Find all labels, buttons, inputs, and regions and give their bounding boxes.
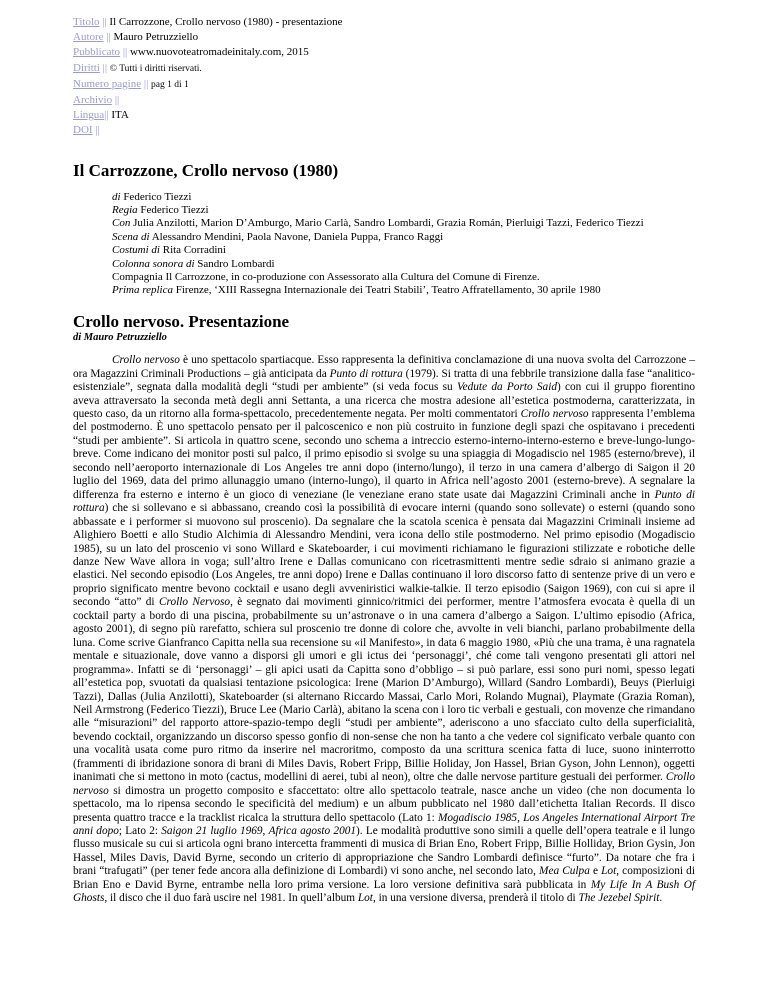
section-title: Crollo nervoso. Presentazione	[73, 311, 290, 331]
credit-label: Scena di	[112, 230, 150, 243]
meta-row-published: Pubblicato || www.nuovoteatromadeinitaly.com, 2015	[73, 46, 309, 59]
meta-key-link[interactable]: Numero pagine	[73, 77, 142, 90]
credit-line	[112, 258, 695, 271]
credit-text: Firenze, ‘XIII Rassegna Internazionale dei Teatri Stabili’, Teatro Affratellamento, 30 aprile 1980	[175, 284, 601, 297]
credit-line	[112, 271, 695, 284]
meta-row-rights: Diritti || © Tutti i diritti riservati.	[73, 61, 202, 74]
meta-key-link[interactable]: Titolo	[73, 16, 100, 28]
meta-row-author: Autore || Mauro Petruzziello	[73, 31, 199, 44]
meta-key-link[interactable]: Lingua	[73, 109, 105, 122]
text-run: rappresenta l’emblema del postmoderno. È uno spettacolo pensato per il palcoscenico e non più costruito in funzione degli spazi che ospitavano i precedenti “studi per ambiente”. Si articola in quattro scene, secondo uno schema a intreccio esterno-interno-interno-esterno e breve-lungo-lungo-breve. Come indicano dei monitor posti sul palco, il primo episodio si svolge su una spiaggia di Mogadiscio nel 1985 (esterno/breve), il secondo nell’aeroporto internazionale di Los Angeles tre anni dopo (interno/lungo), il terzo in una camera d’albergo di Saigon il 20 luglio del 1969, data del primo allunaggio umano (interno-lungo), il quarto in Africa nell’agosto 2001 (esterno-breve). A segnalare la differenza fra esterno e interno è un gioco di veneziane (le veneziane erano state usate dai Magazzini Criminali anche in	[73, 407, 695, 501]
credit-line	[112, 244, 695, 257]
credit-label: Con	[112, 217, 131, 230]
meta-row-doi: DOI ||	[73, 124, 100, 137]
credit-text: Federico Tiezzi	[140, 204, 209, 217]
text-run: , è segnato dai movimenti ginnico/ritmici dei performer, mentre l’atmosfera evocata è quella di un cocktail party a bordo di una piscina, probabilmente su un’astronave o in una camera d’albergo a Saigon. L’ultimo episodio (Africa, agosto 2001), di segno più rarefatto, schiera sul proscenio tre donne di colore che, avvolte in veli bianchi, parlano probabilmente della luna. Come scrive Gianfranco Capitta nella sua recensione su «il Manifesto», in data 6 maggio 1980, «Più che una trama, è una ragnatela mentale e situazionale, dove vanno a disporsi gli umori e gli ictus dei ‘personaggi’, ché come tali vengono presentati gli attori nel programma». Infatti se di ‘personaggi’ – gli apici usati da Capitta sono d’obbligo – si può parlare, essi sono puri nomi, spesso legati all’estetica pop, svuotati da qualsiasi tentazione psicologica: Irene (Marion D’Amburgo), Willard (Sandro Lombardi), Beuys (Pierluigi Tazzi), Dallas (Julia Anzilotti), Skateboarder (si alternano Riccardo Massai, Carlo Mori, Rolando Mugnai), Playmate (Grazia Roman), Neil Armstrong (Federico Tiezzi), Bruce Lee (Mario Carlà), abitano la scena con i loro tic verbali e gestuali, con movenze che rimandano alle “misurazioni” del rapporto attore-spazio-tempo degli “studi per ambiente”, aderiscono a uno sfacciato culto della superficialità, bevendo cocktail, organizzando un discorso spesso gonfio di non-sense che non ha tanto a che vedere col significato verbale quanto con una vocalità usata come puro ritmo da inserire nel macroritmo, composto da una scrittura scenica fatta di luce, suono ininterrotto (frammenti di ibridazione sonora di brani di Miles Davis, Robert Fripp, Billie Holiday, Jon Hassel, Brian Gyson, John Lennon), oggetti inanimati che si mettono in moto (cactus, modellini di aerei, tubi al neon), oltre che dalle nervose partiture gestuali dei performer.	[73, 596, 695, 784]
italic-title: Los Angeles International Airport Tre anni dopo	[73, 811, 695, 838]
text-run: , in una versione diversa, prenderà il titolo di	[372, 892, 579, 905]
credit-label: Colonna sonora di	[112, 257, 195, 270]
text-run: ,	[517, 811, 524, 824]
meta-value: © Tutti i diritti riservati.	[109, 63, 202, 74]
credit-line	[112, 204, 695, 217]
meta-value: pag 1 di 1	[151, 79, 189, 90]
text-run: ,	[262, 825, 269, 838]
italic-title: Crollo nervoso	[73, 771, 695, 797]
metadata-block	[73, 15, 695, 139]
italic-title: Lot	[601, 865, 617, 878]
text-run: si dimostra un progetto composito e sfaccettato: oltre allo spettacolo teatrale, nasce anche un video (che non documenta lo spettacolo, ma lo ripensa secondo le specificità del medium) e un album pubblicato nel 1980 dall’etichetta Italian Records. Il disco presenta quattro tracce e la tracklist ricalca la struttura dello spettacolo (Lato 1:	[73, 784, 695, 824]
meta-key-link[interactable]: Pubblicato	[73, 46, 121, 59]
italic-title: Saigon 21 luglio 1969	[161, 825, 263, 838]
meta-value: Mauro Petruzziello	[113, 31, 199, 44]
italic-title: Crollo nervoso	[520, 407, 589, 420]
text-run: ) con cui il gruppo fiorentino aveva attraversato la seconda metà degli anni Settanta, a una ricerca che mostra adesione all’estetica postmoderna, caratterizzata, in questo caso, da un ritorno alla forma-spettacolo, precedentemente negata. Per molti commentatori	[73, 381, 696, 420]
italic-title: Crollo nervoso	[112, 354, 180, 367]
meta-row-archive: Archivio ||	[73, 94, 120, 107]
body-paragraph	[73, 354, 695, 906]
meta-value: www.nuovoteatromadeinitaly.com, 2015	[129, 46, 309, 59]
credit-text: Rita Corradini	[162, 244, 226, 257]
meta-row-title: Titolo || Il Carrozzone, Crollo nervoso (1980) - presentazione	[73, 16, 343, 28]
credit-label: Costumi di	[112, 244, 160, 257]
meta-row-pages: Numero pagine || pag 1 di 1	[73, 77, 189, 90]
text-run: (1979). Si tratta di una febbrile transizione dalla fase “analitico-esistenziale”, segnata dalla modalità degli “studi per ambiente” (si veda focus su	[73, 367, 695, 394]
meta-key-link[interactable]: Archivio	[73, 94, 113, 107]
meta-value: ITA	[111, 109, 129, 122]
credit-text: Sandro Lombardi	[197, 257, 275, 270]
credit-line	[112, 191, 695, 204]
italic-title: My Life In A Bush Of Ghosts	[73, 878, 695, 905]
byline: di Mauro Petruzziello	[73, 331, 167, 343]
text-run: .	[659, 892, 663, 905]
credit-label: di	[112, 190, 121, 203]
text-run: ) che si sollevano e si abbassano, creando così la possibilità di evocare interni (quando sono sollevate) o esterni (quando sono abbassate e i performer si muovono sul proscenio). Da segnalare che la scatola scenica è pensata dai Magazzini Criminali insieme ad Alighiero Boetti e allo Studio Alchimia di Alessandro Mendini, vera icona dello stile postmoderno. Nel primo episodio (Mogadiscio 1985), su un lato del proscenio vi sono Willard e Skateboarder, i cui movimenti richiamano le figurazioni stilizzate e robotiche delle danze New Wave allora in voga; sull’altro Irene e Dallas comunicano con ricetrasmittenti mentre sedie sdraio si animano grazie a elastici. Nel secondo episodio (Los Angeles, tre anni dopo) Irene e Dallas continuano il loro discorso fatto di sentenze prive di un vero e proprio significato mentre bevono cocktail e usano degli avveniristici walkie-talkie. Il terzo episodio (Saigon 1969), con cui si apre il secondo “atto” di	[73, 502, 695, 609]
text-run: ). Le modalità produttive sono simili a quelle dell’opera teatrale e il lungo flusso musicale su cui si articola ogni brano intercetta frammenti di musica di Brian Eno, Robert Fripp, Billie Holliday, Brion Gysin, Jon Hassel, Miles Davis, David Byrne, secondo un criterio di appropriazione che Sandro Lombardi definisce “furto”. Da notare che fra i brani “trafugati” (per tener fede ancora alla definizione di Lombardi) vi sono anche, nel secondo lato,	[73, 825, 695, 878]
credit-label: Prima replica	[112, 284, 173, 297]
credit-line	[112, 231, 695, 244]
italic-title: Mea Culpa	[539, 865, 590, 878]
italic-title: Punto di rottura	[73, 488, 695, 515]
text-run: è uno spettacolo spartiacque. Esso rappresenta la definitiva conclamazione di una nuova svolta del Carrozzone – ora Magazzini Criminali Productions – già anticipata da	[73, 354, 695, 380]
italic-title: Lot	[357, 892, 373, 905]
meta-key-link[interactable]: Diritti	[73, 61, 100, 74]
text-run: , il disco che il duo farà uscire nel 1981. In quell’album	[104, 892, 358, 905]
meta-key-link[interactable]: DOI	[73, 124, 93, 137]
italic-title: Vedute da Porto Said	[456, 381, 557, 394]
italic-title: The Jezebel Spirit	[578, 892, 660, 905]
italic-title: Crollo Nervoso	[158, 596, 231, 609]
text-run: , composizioni di Brian Eno e David Byrne, entrambe nella loro prima versione. La loro versione definitiva sarà pubblicata in	[73, 865, 695, 891]
meta-key-link[interactable]: Autore	[73, 31, 104, 44]
italic-title: Africa agosto 2001	[268, 825, 357, 838]
italic-title: Mogadiscio 1985	[437, 811, 518, 824]
text-run: e	[589, 865, 602, 878]
credit-label: Regia	[112, 204, 138, 217]
credit-line	[112, 217, 695, 230]
page-title: Il Carrozzone, Crollo nervoso (1980)	[73, 160, 339, 180]
credit-text: Compagnia Il Carrozzone, in co-produzione con Assessorato alla Cultura del Comune di Firenze.	[112, 271, 540, 284]
italic-title: Punto di rottura	[329, 367, 403, 380]
text-run: ; Lato 2:	[118, 825, 162, 838]
meta-row-language: Lingua|| ITA	[73, 109, 129, 122]
credit-text: Alessandro Mendini, Paola Navone, Daniela Puppa, Franco Raggi	[151, 230, 444, 243]
credits-block	[112, 191, 695, 298]
credit-text: Federico Tiezzi	[123, 190, 192, 203]
credit-text: Julia Anzilotti, Marion D’Amburgo, Mario Carlà, Sandro Lombardi, Grazia Román, Pierluigi Tazzi, Federico Tiezzi	[133, 217, 644, 230]
meta-value: Il Carrozzone, Crollo nervoso (1980) - presentazione	[109, 16, 343, 28]
credit-line	[112, 284, 695, 297]
